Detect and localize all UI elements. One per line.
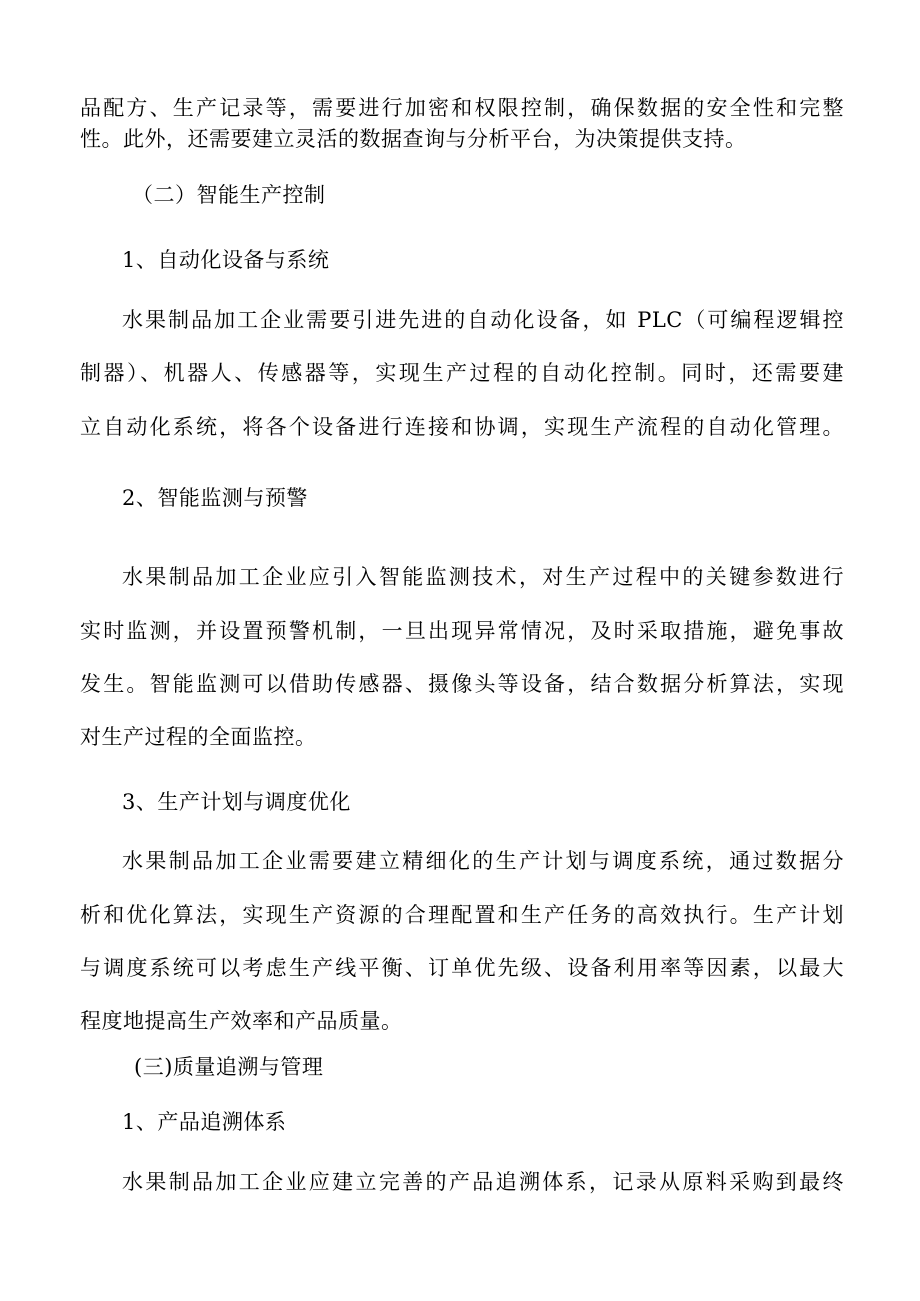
subsection-heading: 1、自动化设备与系统 bbox=[122, 248, 330, 272]
paragraph-line: 实时监测，并设置预警机制，一旦出现异常情况，及时采取措施，避免事故 bbox=[80, 619, 844, 643]
paragraph-line: 水果制品加工企业需要引进先进的自动化设备，如 PLC（可编程逻辑控 bbox=[122, 308, 844, 332]
paragraph-line: 水果制品加工企业应建立完善的产品追溯体系，记录从原料采购到最终 bbox=[122, 1170, 844, 1194]
paragraph-line: 析和优化算法，实现生产资源的合理配置和生产任务的高效执行。生产计划 bbox=[80, 903, 844, 927]
subsection-heading: 2、智能监测与预警 bbox=[122, 486, 308, 510]
paragraph-line: 水果制品加工企业应引入智能监测技术，对生产过程中的关键参数进行 bbox=[122, 565, 844, 589]
paragraph-line: 对生产过程的全面监控。 bbox=[80, 725, 317, 749]
subsection-heading: 3、生产计划与调度优化 bbox=[122, 790, 351, 814]
paragraph-line: 与调度系统可以考虑生产线平衡、订单优先级、设备利用率等因素，以最大 bbox=[80, 956, 844, 980]
subsection-heading: 1、产品追溯体系 bbox=[122, 1110, 287, 1134]
paragraph-line: 程度地提高生产效率和产品质量。 bbox=[80, 1009, 403, 1033]
paragraph-line: 品配方、生产记录等，需要进行加密和权限控制，确保数据的安全性和完整 bbox=[80, 96, 844, 120]
section-heading: （二）智能生产控制 bbox=[132, 183, 326, 207]
paragraph-line: 性。此外，还需要建立灵活的数据查询与分析平台，为决策提供支持。 bbox=[80, 127, 747, 151]
section-heading: (三)质量追溯与管理 bbox=[134, 1055, 324, 1079]
paragraph-line: 立自动化系统，将各个设备进行连接和协调，实现生产流程的自动化管理。 bbox=[80, 415, 844, 439]
paragraph-line: 发生。智能监测可以借助传感器、摄像头等设备，结合数据分析算法，实现 bbox=[80, 672, 844, 696]
paragraph-line: 制器）、机器人、传感器等，实现生产过程的自动化控制。同时，还需要建 bbox=[80, 361, 844, 385]
paragraph-line: 水果制品加工企业需要建立精细化的生产计划与调度系统，通过数据分 bbox=[122, 849, 844, 873]
